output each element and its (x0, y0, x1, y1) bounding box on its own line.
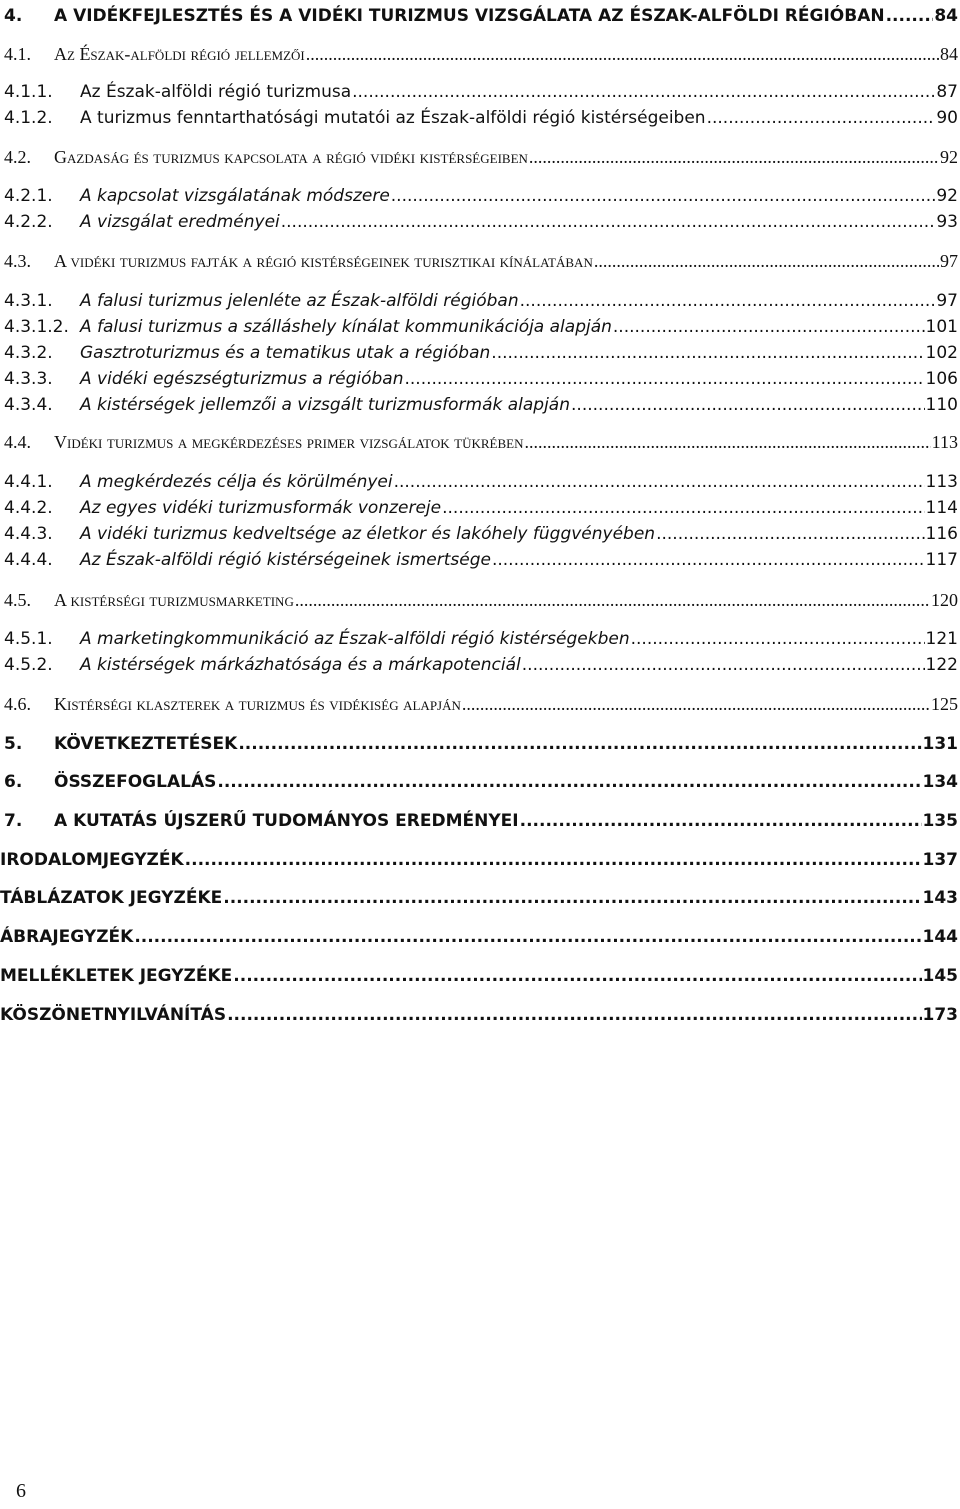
toc-entry-title: Kistérségi klaszterek a turizmus és vidékiség alapján (54, 694, 461, 714)
toc-entry-page: 117 (925, 550, 958, 570)
toc-entry-number: 4.2.2. (4, 212, 53, 232)
toc-entry-title: Gasztroturizmus és a tematikus utak a régióban (80, 343, 491, 363)
toc-entry-page: 143 (922, 888, 958, 908)
toc-entry[interactable] (4, 108, 958, 128)
toc-entry-number: 4.2.1. (4, 186, 53, 206)
toc-entry-number: 4.3.4. (4, 395, 53, 415)
toc-entry-number: 4.5. (4, 590, 31, 610)
page-number: 6 (16, 1480, 26, 1502)
toc-entry-page: 101 (925, 317, 958, 337)
toc-entry-title: Vidéki turizmus a megkérdezéses primer vizsgálatok tükrében (54, 432, 524, 452)
dot-leader (520, 811, 922, 831)
toc-entry-title: TÁBLÁZATOK JEGYZÉKE (0, 888, 223, 908)
toc-entry-title: A vidéki turizmus fajták a régió kistérségeinek turisztikai kínálatában (54, 251, 593, 271)
toc-entry-page: 87 (936, 82, 958, 102)
toc-entry-number: 4.1.1. (4, 82, 53, 102)
dot-leader (524, 432, 930, 453)
toc-entry[interactable] (4, 212, 958, 232)
toc-entry[interactable] (4, 694, 958, 715)
toc-entry[interactable] (4, 317, 958, 337)
toc-entry-title: A kapcsolat vizsgálatának módszere (80, 186, 390, 206)
toc-entry[interactable] (4, 6, 958, 26)
toc-entry-title: KÖVETKEZTETÉSEK (54, 734, 238, 754)
dot-leader (233, 966, 921, 986)
toc-entry-page: 113 (925, 472, 958, 492)
toc-entry[interactable] (4, 395, 958, 415)
toc-entry-page: 120 (931, 590, 958, 610)
toc-entry[interactable] (4, 498, 958, 518)
toc-entry[interactable] (4, 291, 958, 311)
dot-leader (404, 369, 924, 389)
toc-entry-number: 4.6. (4, 694, 31, 714)
toc-entry-page: 97 (936, 291, 958, 311)
dot-leader (707, 108, 936, 128)
toc-entry-number: 6. (4, 772, 23, 792)
toc-entry[interactable] (0, 888, 958, 908)
toc-entry[interactable] (4, 734, 958, 754)
dot-leader (394, 472, 925, 492)
dot-leader (529, 147, 939, 168)
toc-entry-page: 102 (925, 343, 958, 363)
toc-entry[interactable] (4, 186, 958, 206)
dot-leader (134, 927, 921, 947)
toc-entry[interactable] (4, 629, 958, 649)
toc-entry-number: 4.4.4. (4, 550, 53, 570)
dot-leader (571, 395, 925, 415)
dot-leader (492, 550, 925, 570)
toc-entry[interactable] (4, 590, 958, 611)
toc-entry-title: A vizsgálat eredményei (80, 212, 280, 232)
dot-leader (631, 629, 925, 649)
toc-entry-title: Gazdaság és turizmus kapcsolata a régió vidéki kistérségeiben (54, 147, 528, 167)
toc-entry-page: 84 (934, 6, 958, 26)
toc-entry-page: 106 (925, 369, 958, 389)
toc-entry-number: 4.4.3. (4, 524, 53, 544)
dot-leader (352, 82, 935, 102)
toc-entry-title: ÖSSZEFOGLALÁS (54, 772, 217, 792)
toc-entry-page: 121 (925, 629, 958, 649)
toc-entry-title: KÖSZÖNETNYILVÁNÍTÁS (0, 1005, 227, 1025)
toc-entry-title: Az Észak-alföldi régió kistérségeinek ismertsége (80, 550, 491, 570)
toc-entry-title: Az Észak-alföldi régió turizmusa (80, 82, 352, 102)
toc-entry-page: 135 (922, 811, 958, 831)
toc-entry[interactable] (4, 44, 958, 65)
toc-entry-page: 144 (922, 927, 958, 947)
toc-entry-number: 4.3.1.2. (4, 317, 69, 337)
toc-entry[interactable] (4, 251, 958, 272)
toc-entry-title: IRODALOMJEGYZÉK (0, 850, 184, 870)
toc-entry-page: 134 (922, 772, 958, 792)
dot-leader (491, 343, 924, 363)
toc-entry-page: 173 (922, 1005, 958, 1025)
toc-entry-title: A vidéki turizmus kedveltsége az életkor és lakóhely függvényében (80, 524, 656, 544)
toc-entry-number: 4.3.3. (4, 369, 53, 389)
toc-entry-title: Az Észak-alföldi régió jellemzői (54, 44, 305, 64)
dot-leader (656, 524, 924, 544)
toc-entry-page: 84 (940, 44, 958, 64)
dot-leader (227, 1005, 921, 1025)
toc-entry[interactable] (4, 655, 958, 675)
toc-entry-number: 4.3. (4, 251, 31, 271)
dot-leader (442, 498, 924, 518)
toc-entry[interactable] (0, 850, 958, 870)
dot-leader (217, 772, 921, 792)
toc-entry-page: 93 (936, 212, 958, 232)
toc-entry-title: A turizmus fenntarthatósági mutatói az Észak-alföldi régió kistérségeiben (80, 108, 706, 128)
toc-entry-number: 4. (4, 6, 23, 26)
toc-entry[interactable] (4, 524, 958, 544)
toc-entry-page: 137 (922, 850, 958, 870)
toc-entry[interactable] (4, 472, 958, 492)
toc-entry-page: 122 (925, 655, 958, 675)
toc-entry-title: ÁBRAJEGYZÉK (0, 927, 134, 947)
toc-entry[interactable] (4, 432, 958, 453)
toc-entry-number: 4.4. (4, 432, 31, 452)
toc-entry-title: A megkérdezés célja és körülményei (80, 472, 393, 492)
dot-leader (522, 655, 925, 675)
dot-leader (613, 317, 925, 337)
toc-entry-page: 92 (936, 186, 958, 206)
dot-leader (281, 212, 936, 232)
toc-entry-title: A kistérségi turizmusmarketing (54, 590, 294, 610)
dot-leader (886, 6, 934, 26)
toc-entry-page: 114 (925, 498, 958, 518)
toc-entry-title: MELLÉKLETEK JEGYZÉKE (0, 966, 233, 986)
toc-entry-title: A falusi turizmus a szálláshely kínálat kommunikációja alapján (80, 317, 612, 337)
dot-leader (223, 888, 921, 908)
toc-entry[interactable] (0, 1005, 958, 1025)
toc-entry-number: 4.5.2. (4, 655, 53, 675)
dot-leader (185, 850, 922, 870)
toc-entry-number: 4.1. (4, 44, 31, 64)
toc-entry-page: 92 (940, 147, 958, 167)
toc-entry-page: 145 (922, 966, 958, 986)
toc-entry[interactable] (4, 82, 958, 102)
toc-entry[interactable] (4, 369, 958, 389)
toc-entry[interactable] (4, 147, 958, 168)
toc-entry-number: 4.4.2. (4, 498, 53, 518)
toc-entry-page: 125 (931, 694, 958, 714)
toc-entry-title: A falusi turizmus jelenléte az Észak-alföldi régióban (80, 291, 519, 311)
dot-leader (462, 694, 930, 715)
dot-leader (238, 734, 921, 754)
toc-entry-page: 116 (925, 524, 958, 544)
toc-entry-title: A vidéki egészségturizmus a régióban (80, 369, 404, 389)
dot-leader (594, 251, 939, 272)
toc-entry-number: 4.3.2. (4, 343, 53, 363)
toc-entry[interactable] (4, 772, 958, 792)
toc-entry-page: 97 (940, 251, 958, 271)
toc-entry[interactable] (0, 966, 958, 986)
toc-entry[interactable] (4, 811, 958, 831)
toc-entry-number: 4.4.1. (4, 472, 53, 492)
toc-entry-title: A marketingkommunikáció az Észak-alföldi régió kistérségekben (80, 629, 630, 649)
toc-entry-number: 4.1.2. (4, 108, 53, 128)
toc-entry[interactable] (4, 343, 958, 363)
toc-entry-title: A kistérségek márkázhatósága és a márkapotenciál (80, 655, 521, 675)
toc-entry-number: 4.5.1. (4, 629, 53, 649)
toc-entry-page: 110 (925, 395, 958, 415)
toc-entry-page: 113 (931, 432, 958, 452)
dot-leader (520, 291, 936, 311)
toc-entry[interactable] (4, 550, 958, 570)
toc-entry-number: 5. (4, 734, 23, 754)
toc-entry-title: Az egyes vidéki turizmusformák vonzereje (80, 498, 442, 518)
toc-entry-page: 90 (936, 108, 958, 128)
dot-leader (295, 590, 930, 611)
toc-entry-page: 131 (922, 734, 958, 754)
toc-entry-title: A kistérségek jellemzői a vizsgált turizmusformák alapján (80, 395, 571, 415)
dot-leader (391, 186, 936, 206)
toc-entry-number: 4.3.1. (4, 291, 53, 311)
toc-entry-number: 4.2. (4, 147, 31, 167)
toc-entry-title: A KUTATÁS ÚJSZERŰ TUDOMÁNYOS EREDMÉNYEI (54, 811, 519, 831)
dot-leader (306, 44, 939, 65)
toc-entry-number: 7. (4, 811, 23, 831)
toc-entry[interactable] (0, 927, 958, 947)
toc-entry-title: A VIDÉKFEJLESZTÉS ÉS A VIDÉKI TURIZMUS VIZSGÁLATA AZ ÉSZAK-ALFÖLDI RÉGIÓBAN (54, 6, 885, 26)
